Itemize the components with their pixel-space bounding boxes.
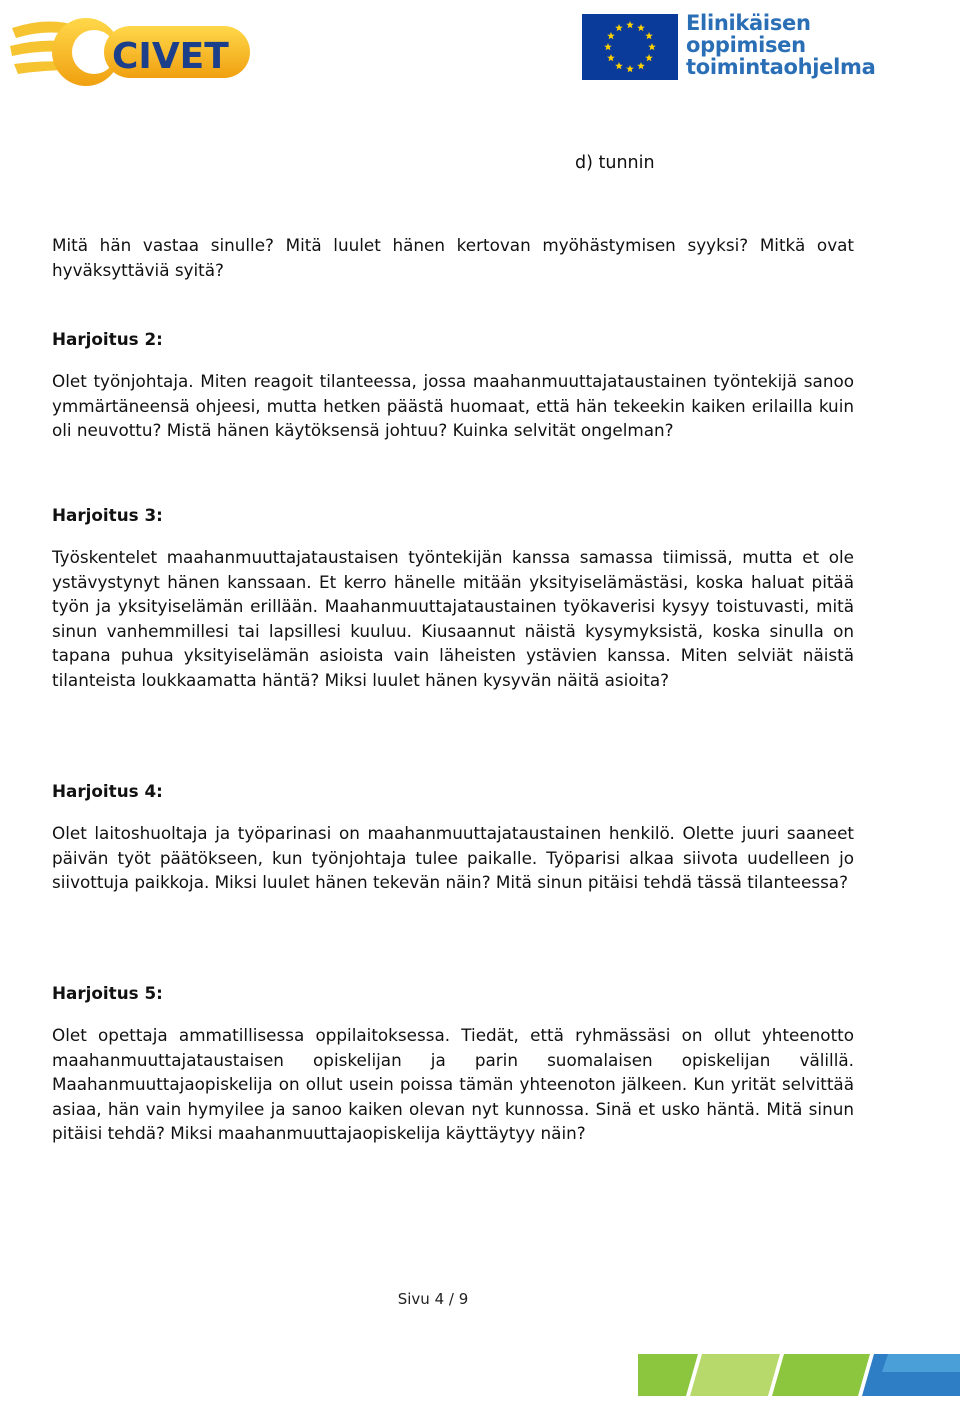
eu-flag-icon: [582, 14, 678, 80]
exercise-heading: Harjoitus 4:: [52, 781, 163, 801]
exercise-heading: Harjoitus 5:: [52, 983, 163, 1003]
eu-lifelong-learning-logo: [582, 11, 876, 84]
exercise-heading: Harjoitus 2:: [52, 329, 163, 349]
exercise-heading: Harjoitus 3:: [52, 505, 163, 525]
answer-option-d: d) tunnin: [575, 153, 655, 173]
civet-logo: [8, 12, 253, 92]
exercise-text: Työskentelet maahanmuuttajataustaisen työntekijän kanssa samassa tiimissä, mutta et ole ystävystynyt hänen kanssaan. Et kerro hänelle mitään yksityiselämästäsi, koska haluat pitää työn ja yksityiselämän erillään. Maahanmuuttajataustainen työkaverisi kysyy toistuvasti, mitä sinun vanhemmillesi tai lapsillesi kuuluu. Kiusaannut näistä kysymyksistä, koska sinulla on tapana puhua yksityiselämän asioista vain läheisten ystävien kanssa. Miten selviät näistä tilanteista loukkaamatta häntä? Miksi luulet hänen kysyvän näitä asioita?: [52, 547, 854, 690]
eu-logo-line-1: Elinikäisen: [686, 11, 811, 35]
exercise-3: [52, 503, 854, 527]
exercise-2-body: [52, 369, 854, 443]
exercise-4: [52, 779, 854, 803]
exercise-1-followup: [52, 233, 854, 282]
eu-logo-line-2: oppimisen: [686, 33, 806, 57]
exercise-text: Olet työnjohtaja. Miten reagoit tilanteessa, jossa maahanmuuttajataustainen työntekijä sanoo ymmärtäneensä ohjeesi, mutta hetken päästä huomaat, että hän tekeekin kaiken erilailla kuin oli neuvottu? Mistä hänen käytöksensä johtuu? Kuinka selvität ongelman?: [52, 371, 854, 441]
exercise-4-body: [52, 821, 854, 895]
exercise-3-body: [52, 545, 854, 693]
civet-logo-text: CIVET: [112, 36, 229, 77]
exercise-text: Olet laitoshuoltaja ja työparinasi on maahanmuuttajataustainen henkilö. Olette juuri saaneet päivän työt päätökseen, kun työnjohtaja tulee paikalle. Työparisi alkaa siivota uudelleen jo siivottuja paikkoja. Miksi luulet hänen tekevän näin? Mitä sinun pitäisi tehdä tässä tilanteessa?: [52, 823, 854, 893]
eu-logo-line-3: toimintaohjelma: [686, 55, 876, 79]
exercise-5-body: [52, 1023, 854, 1146]
footer-decoration: [638, 1350, 960, 1398]
exercise-2: [52, 327, 854, 351]
exercise-text: Olet opettaja ammatillisessa oppilaitoksessa. Tiedät, että ryhmässäsi on ollut yhteenotto maahanmuuttajataustaisen opiskelijan ja parin suomalaisen opiskelijan välillä. Maahanmuuttajaopiskelija on ollut usein poissa tämän yhteenoton jälkeen. Kun yrität selvittää asiaa, hän vain hymyilee ja sanoo kaiken olevan nyt kunnossa. Sinä et usko häntä. Mitä sinun pitäisi tehdä? Miksi maahanmuuttajaopiskelija käyttäytyy näin?: [52, 1025, 854, 1144]
exercise-5: [52, 981, 854, 1005]
eu-logo-text: [686, 12, 875, 78]
page-number: Sivu 4 / 9: [397, 1290, 469, 1308]
followup-questions: Mitä hän vastaa sinulle? Mitä luulet hänen kertovan myöhästymisen syyksi? Mitkä ovat hyväksyttäviä syitä?: [52, 235, 854, 280]
